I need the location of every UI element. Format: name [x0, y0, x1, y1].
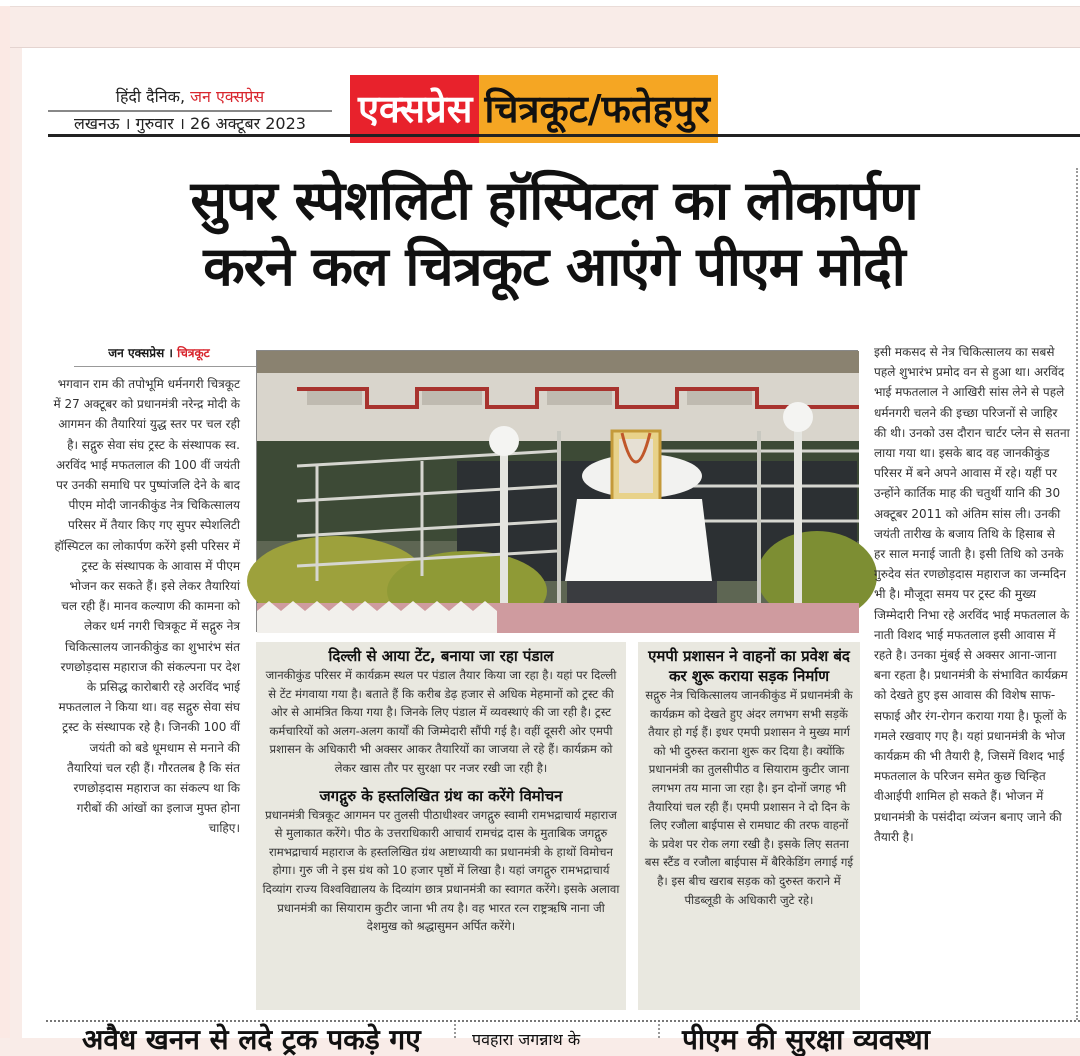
article-column-1: भगवान राम की तपोभूमि धर्मनगरी चित्रकूट में 27 अक्टूबर को प्रधानमंत्री नरेन्द्र मोदी के आगमन की तैयारियां युद्ध स्तर पर चल रही है। सद्गुरु सेवा संघ ट्रस्ट के संस्थापक स्व. अरविंद भाई मफतलाल की 100 वीं जयंती पर उनकी समाधि पर पुष्पांजलि देने के बाद पीएम मोदी जानकीकुंड नेत्र चिकित्सालय परिसर में तैयार किए गए सुपर स्पेशलिटी हॉस्पिटल का लोकार्पण करेंगे इसी परिसर में ट्रस्ट के संस्थापक के आवास में पीएम भोजन कर सकते हैं। इसे लेकर तैयारियां चल रही हैं। मानव कल्याण की कामना को लेकर धर्म नगरी चित्रकूट में सद्गुरु नेत्र चिकित्सालय जानकीकुंड का शुभारंभ संत रणछोड़दास महाराज की संकल्पना पर देश के प्रसिद्ध कारोबारी रहे अरविंद भाई मफतलाल ने किया था। वह सद्गुरु सेवा संघ ट्रस्ट के संस्थापक रहे है। जिनकी 100 वीं जयंती को बडे धूमधाम से मनाने की तैयारियां चल रही हैं। गौरतलब है कि संत रणछोड़दास महाराज का संकल्प था कि गरीबों की आंखों का इलाज मुफ्त होना चाहिए।: [53, 377, 240, 836]
box-heading-tent: दिल्ली से आया टेंट, बनाया जा रहा पंडाल: [328, 647, 554, 665]
column-divider-right: [1076, 168, 1078, 1020]
box-heading-road: एमपी प्रशासन ने वाहनों का प्रवेश बंद कर शुरू कराया सड़क निर्माण: [648, 647, 850, 685]
viewer-top-bar: [10, 6, 1080, 48]
masthead-info: [48, 86, 332, 136]
headline-line-1: सुपर स्पेशलिटी हॉस्पिटल का लोकार्पण: [190, 169, 918, 232]
sidebar-box-left: [256, 642, 626, 1010]
sidebar-box-right: [638, 642, 860, 1010]
byline-rule: [74, 366, 258, 367]
teaser-divider-1: [454, 1024, 456, 1038]
byline-source: जन एक्सप्रेस ।: [108, 346, 178, 360]
memorial-photo: [256, 350, 858, 632]
section-tag-express: एक्सप्रेस: [350, 75, 479, 143]
paper-brand: जन एक्सप्रेस: [190, 87, 265, 106]
teaser-headline-1: अवैध खनन से लदे ट्रक पकड़े गए: [82, 1023, 421, 1056]
box-body-granth: प्रधानमंत्री चित्रकूट आगमन पर तुलसी पीठाधीश्वर जगद्गुरु स्वामी रामभद्राचार्य महाराज से मुलाकात करेंगे। पीठ के उत्तराधिकारी आचार्य रामचंद्र दास के मुताबिक जगद्गुरु रामभद्राचार्य महाराज के हस्तलिखित ग्रंथ अष्टाध्यायी का प्रधानमंत्री के हाथों विमोचन होगा। गुरु जी ने इस ग्रंथ को 10 हजार पृष्ठों में लिखा है। यहां जगद्गुरु रामभद्राचार्य दिव्यांग राज्य विश्वविद्यालय के दिव्यांग छात्र प्रधानमंत्री का स्वागत करेंगे। इसके अलावा प्रधानमंत्री का सियाराम कुटीर जाना भी तय है। वह भारत रत्न राष्ट्रऋषि नाना जी देशमुख को श्रद्धासुमन अर्पित करेंगे।: [262, 807, 620, 934]
box-heading-granth: जगद्गुरु के हस्तलिखित ग्रंथ का करेंगे विमोचन: [319, 786, 563, 805]
dateline: लखनऊ । गुरुवार । 26 अक्टूबर 2023: [74, 114, 306, 133]
byline: [80, 344, 238, 362]
teaser-headline-2: पवहारा जगन्नाथ के: [472, 1030, 581, 1049]
article-headline: [38, 168, 1070, 300]
teaser-headline-3: पीएम की सुरक्षा व्यवस्था: [682, 1023, 930, 1056]
box-body-tent: जानकीकुंड परिसर में कार्यक्रम स्थल पर पंडाल तैयार किया जा रहा है। यहां पर दिल्ली से टेंट मंगवाया गया है। बताते हैं कि करीब डेढ़ हजार से अधिक मेहमानों को ट्रस्ट की ओर से आमंत्रित किया गया है। जिनके लिए पंडाल में व्यवस्थाएं की जा रही है। ट्रस्ट कर्मचारियों को अलग-अलग कार्यों की जिम्मेदारी सौंपी गई है। वहीं दूसरी ओर एमपी प्रशासन के अधिकारी भी अक्सर आकर तैयारियों का जाजया ले रहे हैं। कार्यक्रम को लेकर खास तौर पर सुरक्षा पर नजर रखी जा रही है।: [265, 668, 617, 775]
masthead-divider: [48, 134, 1080, 137]
page-left-margin: [0, 0, 10, 1038]
paper-name-line: [48, 86, 332, 108]
box-body-road: सद्गुरु नेत्र चिकित्सालय जानकीकुंड में प्रधानमंत्री के कार्यक्रम को देखते हुए अंदर लगभग सभी सड़कें तैयार हो गई हैं। इधर एमपी प्रशासन ने मुख्य मार्ग को भी दुरुस्त कराना शुरू कर दिया है। क्योंकि प्रधानमंत्री का तुलसीपीठ व सियाराम कुटीर जाना लगभग तय माना जा रहा है। इन दोनों जगह भी तैयारियां चल रही हैं। एमपी प्रशासन ने दो दिन के लिए रजौला बाईपास से रामघाट की तरफ वाहनों के प्रवेश पर रोक लगा रखी है। इसके लिए सतना बस स्टैंड व रजौला बाईपास में बैरिकेडिंग लगाई गई है। इस बीच खराब सड़क को दुरुस्त कराने में पीडब्लूडी के अधिकारी जुटे रहे।: [644, 688, 854, 907]
paper-prefix: हिंदी दैनिक,: [115, 87, 191, 106]
byline-city: चित्रकूट: [177, 346, 210, 360]
article-column-4: इसी मकसद से नेत्र चिकित्सालय का सबसे पहले शुभारंभ प्रमोद वन से हुआ था। अरविंद भाई मफतलाल ने आखिरी सांस लेने से पहले धर्मनगरी चलने की इच्छा परिजनों से जाहिर की थी। उनको उस दौरान चार्टर प्लेन से सतना लाया गया था। इसके बाद वह जानकीकुंड परिसर में बने अपने आवास में रहे। यहीं पर उन्होंने कार्तिक माह की चतुर्थी यानि की 30 अक्टूबर 2011 को अंतिम सांस ली। उनकी जयंती तारीख के बजाय तिथि के हिसाब से हर साल मनाई जाती है। इसी तिथि को उनके गुरुदेव संत रणछोड़दास महाराज का जन्मदिन भी है। मौजूदा समय पर ट्रस्ट की मुख्य जिम्मेदारी निभा रहे अरविंद भाई मफतलाल के नाती विशद भाई मफतलाल इसी आवास में रहते है। उनका मुंबई से अक्सर आना-जाना बना रहता है। प्रधानमंत्री के संभावित कार्यक्रम को देखते हुए इस आवास की विशेष साफ-सफाई और रंग-रोगन कराया गया है। फूलों के गमले रखवाए गए है। यहां प्रधानमंत्री के भोज कार्यक्रम की भी तैयारी है, जिसमें विशद भाई मफतलाल के परिजन समेत कुछ चिन्हित वीआईपी शामिल हो सकते हैं। भोजन में प्रधानमंत्री के पसंदीदा व्यंजन बनाए जाने की तैयारी है।: [874, 345, 1070, 844]
headline-line-2: करने कल चित्रकूट आएंगे पीएम मोदी: [203, 235, 905, 298]
newspaper-page: [22, 48, 1080, 1056]
photo-illustration: [257, 351, 859, 633]
story-divider: [46, 1020, 1080, 1022]
section-tag-region: चित्रकूट/फतेहपुर: [479, 75, 718, 143]
teaser-divider-2: [658, 1024, 660, 1038]
